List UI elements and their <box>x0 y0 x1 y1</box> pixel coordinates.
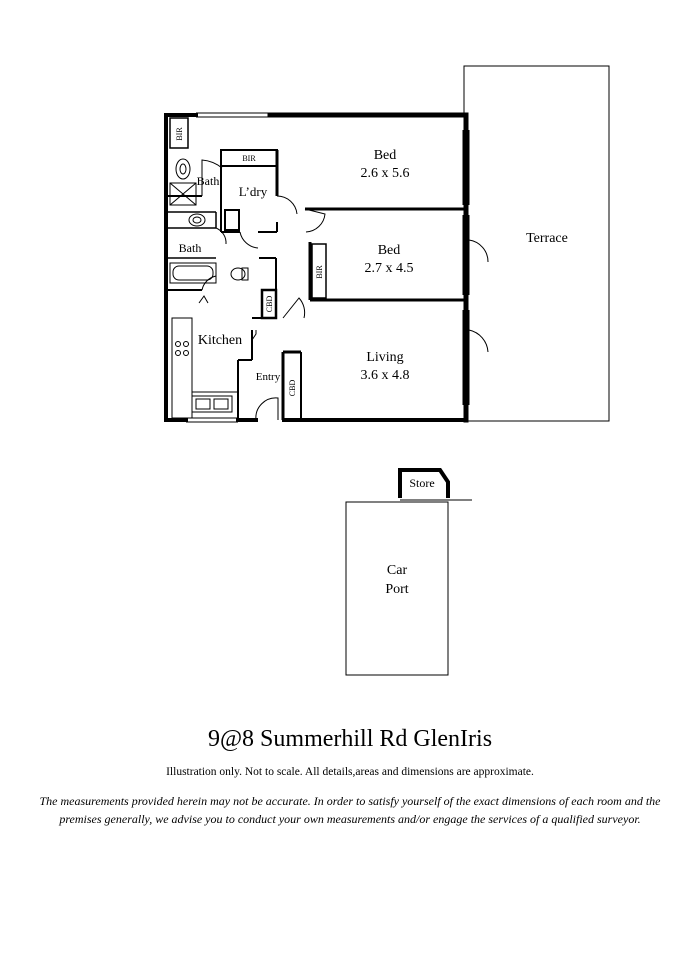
laundry-label: L’dry <box>238 184 268 199</box>
terrace-label: Terrace <box>526 231 568 246</box>
bed2-label: Bed <box>377 243 401 258</box>
carport-label-line1: Car <box>386 563 408 578</box>
entry-label: Entry <box>255 371 281 383</box>
illustration-note: Illustration only. Not to scale. All details,areas and dimensions are approximate. <box>166 766 534 778</box>
store-label: Store <box>409 476 435 490</box>
basin-icon <box>176 159 190 179</box>
carport-label-line2: Port <box>385 582 409 597</box>
bed1-dimensions: 2.6 x 5.6 <box>360 166 410 181</box>
living-dimensions: 3.6 x 4.8 <box>360 368 410 383</box>
bed1-label: Bed <box>373 148 397 163</box>
bath1-label: Bath <box>196 174 220 188</box>
toilet-icon <box>231 268 245 280</box>
windows <box>186 113 469 422</box>
bir-top-label: BIR <box>242 154 256 163</box>
sink-icon <box>192 396 232 412</box>
property-title: 9@8 Summerhill Rd GlenIris <box>207 726 493 752</box>
bath2-label: Bath <box>178 241 202 255</box>
bed2-dimensions: 2.7 x 4.5 <box>364 261 414 276</box>
kitchen-label: Kitchen <box>197 333 243 348</box>
door-swings <box>196 160 488 420</box>
bir-bed2-label: BIR <box>315 265 324 279</box>
measurement-disclaimer: The measurements provided herein may not be accurate. In order to satisfy yourself of the exact dimensions of each room and the premises generally, we advise you to conduct your own measurements and/or engage the services of a qualified surveyor. <box>39 794 661 826</box>
living-label: Living <box>366 350 404 365</box>
stove-icon <box>176 342 181 347</box>
cbd-lower-label: CBD <box>288 379 297 397</box>
washer-icon <box>225 210 239 230</box>
cbd-upper-label: CBD <box>265 295 274 313</box>
bir-left-label: BIR <box>175 127 184 141</box>
